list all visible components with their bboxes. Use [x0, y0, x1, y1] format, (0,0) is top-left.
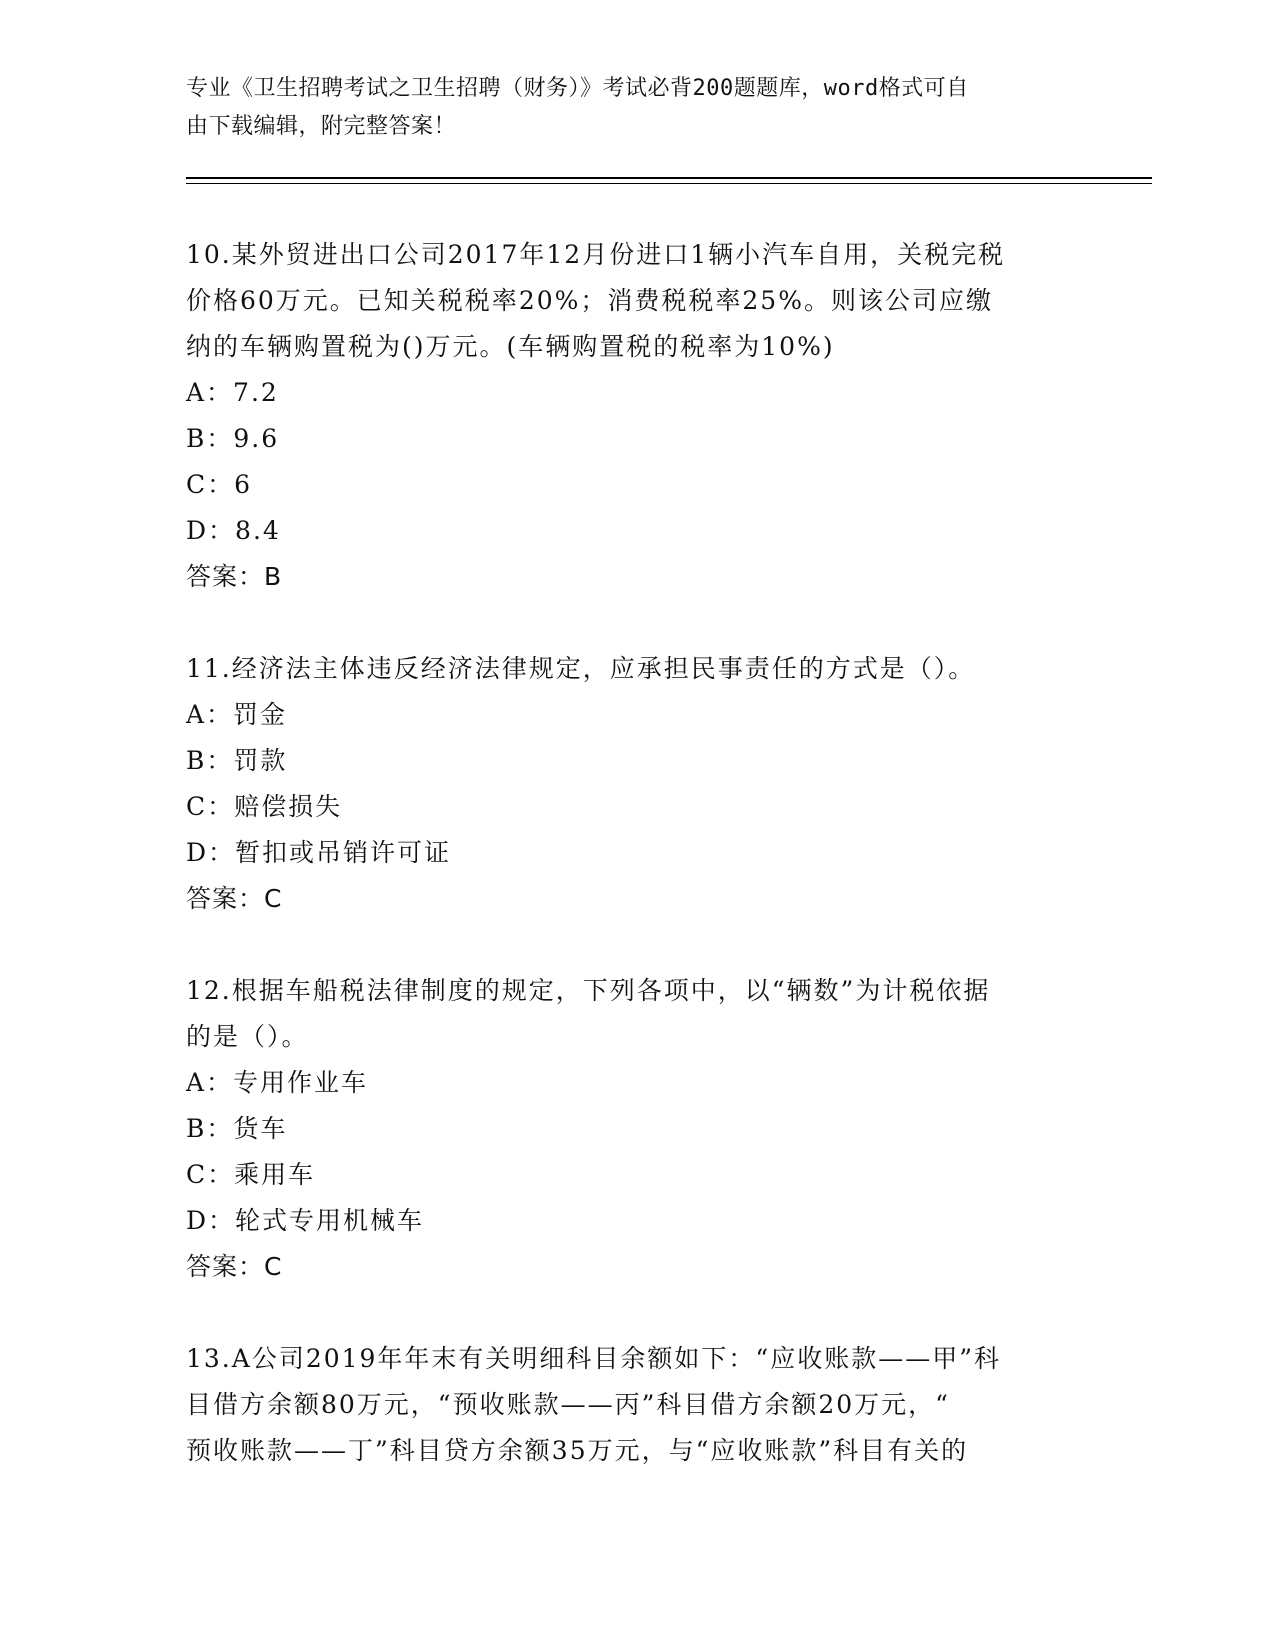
- answer: 答案：B: [186, 562, 283, 591]
- question-12: [186, 968, 1086, 1290]
- header-divider-thin: [186, 183, 1152, 184]
- question-10: [186, 232, 1086, 600]
- question-13: [186, 1336, 1086, 1474]
- question-stem-line: 12.根据车船税法律制度的规定，下列各项中，以“辆数”为计税依据: [186, 976, 991, 1005]
- document-header: [186, 70, 1066, 146]
- question-stem-line: 的是（）。: [186, 1022, 309, 1051]
- option-c: C：乘用车: [186, 1160, 316, 1189]
- option-c: C：赔偿损失: [186, 792, 343, 821]
- header-line-1: 专业《卫生招聘考试之卫生招聘（财务）》考试必背200题题库，word格式可自: [186, 76, 969, 101]
- question-stem-line: 10.某外贸进出口公司2017年12月份进口1辆小汽车自用，关税完税: [186, 240, 1006, 269]
- answer: 答案：C: [186, 884, 283, 913]
- question-stem-line: 目借方余额80万元，“预收账款——丙”科目借方余额20万元，“: [186, 1390, 950, 1419]
- question-stem-line: 预收账款——丁”科目贷方余额35万元，与“应收账款”科目有关的: [186, 1436, 969, 1465]
- option-b: B：罚款: [186, 746, 288, 775]
- option-d: D：暂扣或吊销许可证: [186, 838, 452, 867]
- question-stem-line: 价格60万元。已知关税税率20%；消费税税率25%。则该公司应缴: [186, 286, 993, 315]
- option-a: A：专用作业车: [186, 1068, 369, 1097]
- option-b: B：9.6: [186, 424, 280, 453]
- option-a: A：7.2: [186, 378, 279, 407]
- header-divider-thick: [186, 177, 1152, 179]
- question-stem-line: 13.A公司2019年年末有关明细科目余额如下：“应收账款——甲”科: [186, 1344, 1001, 1373]
- answer: 答案：C: [186, 1252, 283, 1281]
- question-stem-line: 11.经济法主体违反经济法律规定，应承担民事责任的方式是（）。: [186, 654, 976, 683]
- option-d: D：8.4: [186, 516, 281, 545]
- option-c: C：6: [186, 470, 253, 499]
- question-stem-line: 纳的车辆购置税为()万元。(车辆购置税的税率为10%): [186, 332, 835, 361]
- option-b: B：货车: [186, 1114, 288, 1143]
- option-d: D：轮式专用机械车: [186, 1206, 425, 1235]
- question-11: [186, 646, 1086, 922]
- header-line-2: 由下载编辑，附完整答案！: [186, 114, 457, 139]
- option-a: A：罚金: [186, 700, 288, 729]
- questions-list: [186, 232, 1086, 1520]
